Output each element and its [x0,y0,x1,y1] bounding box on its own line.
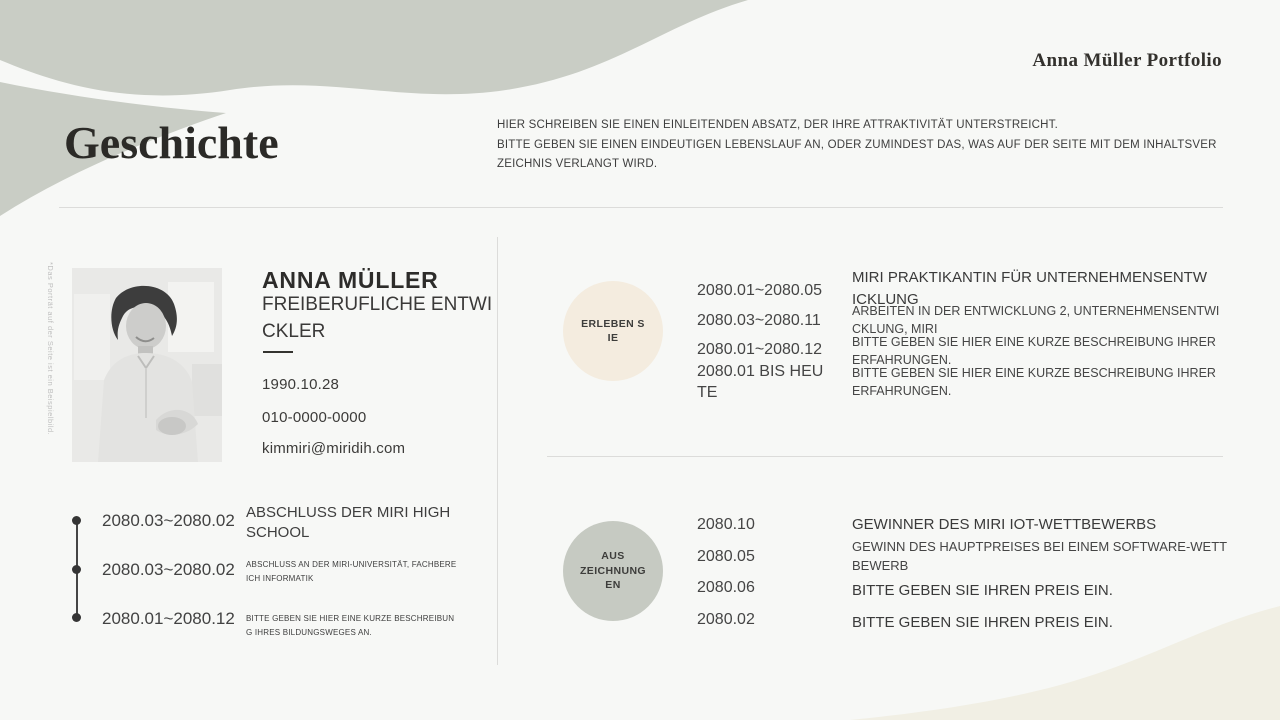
page-title: Geschichte [64,117,279,168]
awards-badge-label: AUS ZEICHNUNG EN [579,550,646,592]
award-entry: BITTE GEBEN SIE IHREN PREIS EIN. [852,614,1113,631]
award-entry: BITTE GEBEN SIE IHREN PREIS EIN. [852,582,1113,599]
experience-awards-divider [547,456,1223,457]
vertical-section-divider [497,237,498,665]
intro-line-2: BITTE GEBEN SIE EINEN EINDEUTIGEN LEBENSLAUF AN, ODER ZUMINDEST DAS, WAS AUF DER SEITE MIT DEM INHALTSVERZEICHNIS VERLANGT WIRD. [497,138,1217,170]
education-period: 2080.01~2080.12 [102,609,235,628]
education-period: 2080.03~2080.02 [102,560,235,579]
award-entry: GEWINNER DES MIRI IOT-WETTBEWERBS [852,516,1157,533]
experience-badge [563,281,663,381]
header-divider [59,207,1223,208]
profile-photo [72,268,222,462]
birthdate-text: 1990.10.28 [262,376,340,393]
award-period: 2080.05 [697,548,755,565]
intro-line-1: HIER SCHREIBEN SIE EINEN EINLEITENDEN ABSATZ, DER IHRE ATTRAKTIVITÄT UNTERSTREICHT. [497,119,1059,131]
experience-entry: MIRI PRAKTIKANTIN FÜR UNTERNEHMENSENTWICKLUNG [852,269,1208,308]
timeline-dot [72,516,81,525]
award-period: 2080.06 [697,579,755,596]
education-description: BITTE GEBEN SIE HIER EINE KURZE BESCHREIBUNG IHRES BILDUNGSWEGES AN. [246,614,455,637]
awards-badge [563,521,663,621]
profile-divider-dash [263,351,293,353]
experience-entry: ARBEITEN IN DER ENTWICKLUNG 2, UNTERNEHMENSENTWICKLUNG, MIRI [852,304,1220,336]
experience-badge-label: ERLEBEN S IE [581,317,645,344]
timeline-dot [72,613,81,622]
award-period: 2080.02 [697,611,755,628]
photo-caption-vertical: *Das Porträt auf der Seite ist ein Beispielbild. [46,262,55,436]
education-description: ABSCHLUSS DER MIRI HIGH SCHOOL [246,504,451,541]
phone-text: 010-0000-0000 [262,409,367,426]
experience-period: 2080.01~2080.05 [697,282,823,299]
education-description: ABSCHLUSS AN DER MIRI-UNIVERSITÄT, FACHBEREICH INFORMATIK [246,560,457,583]
intro-paragraph [497,116,1223,175]
experience-period: 2080.03~2080.11 [697,312,821,329]
award-entry: GEWINN DES HAUPTPREISES BEI EINEM SOFTWARE-WETTBEWERB [852,539,1228,573]
award-period: 2080.10 [697,516,755,533]
timeline-dot [72,565,81,574]
experience-period: 2080.01~2080.12 [697,341,823,358]
education-period: 2080.03~2080.02 [102,511,235,530]
experience-entry: BITTE GEBEN SIE HIER EINE KURZE BESCHREIBUNG IHRER ERFAHRUNGEN. [852,366,1216,398]
email-text: kimmiri@miridih.com [262,440,406,457]
profile-name: ANNA MÜLLER [262,267,439,293]
profile-role: FREIBERUFLICHE ENTWICKLER [262,294,493,342]
experience-period: 2080.01 BIS HEUTE [697,363,824,401]
brand-title: Anna Müller Portfolio [1032,50,1222,71]
experience-entry: BITTE GEBEN SIE HIER EINE KURZE BESCHREIBUNG IHRER ERFAHRUNGEN. [852,335,1216,367]
